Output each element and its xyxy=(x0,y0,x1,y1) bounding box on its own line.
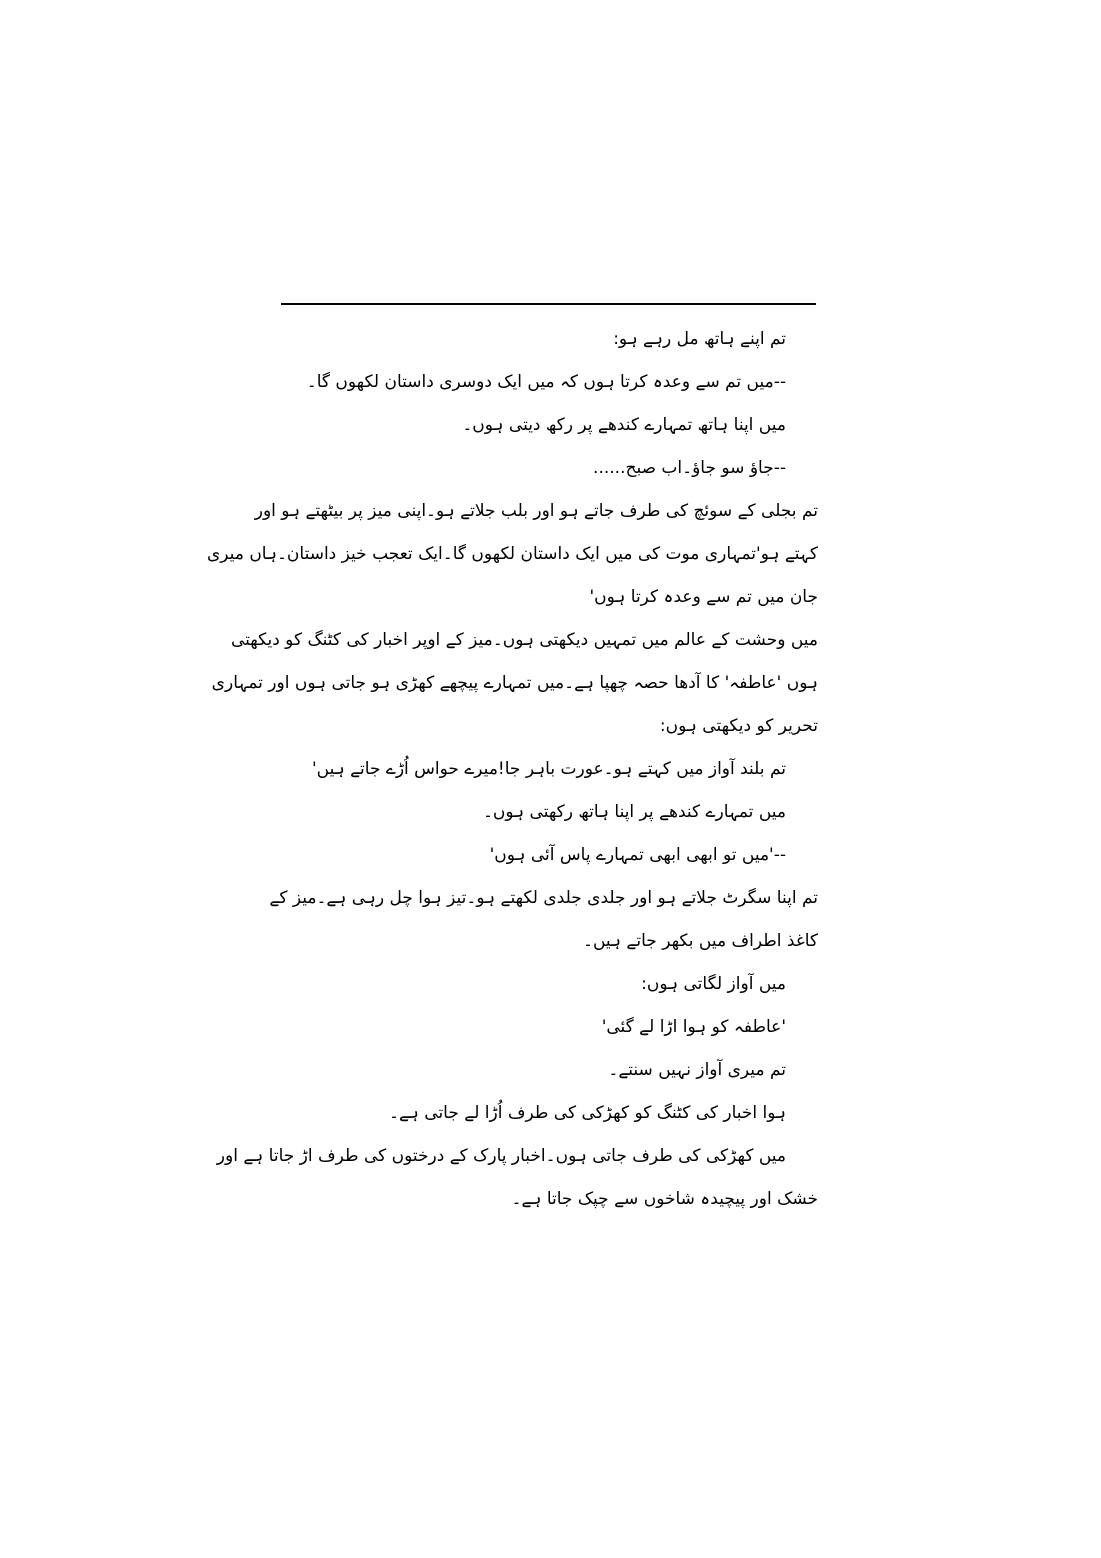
text-line: میں تمہارے کندھے پر اپنا ہاتھ رکھتی ہوں۔ xyxy=(482,802,786,822)
text-line: تم اپنا سگرٹ جلاتے ہو اور جلدی جلدی لکھتے ہو۔تیز ہوا چل رہی ہے۔میز کے xyxy=(269,888,818,908)
text-line: ہوا اخبار کی کٹنگ کو کھڑکی کی طرف اُڑا لے جاتی ہے۔ xyxy=(388,1103,786,1123)
text-line: تحریر کو دیکھتی ہوں: xyxy=(659,716,818,736)
text-line: ہوں 'عاطفہ' کا آدھا حصہ چھپا ہے۔میں تمہارے پیچھے کھڑی ہو جاتی ہوں اور تمہاری xyxy=(211,673,818,693)
text-line: کاغذ اطراف میں بکھر جاتے ہیں۔ xyxy=(583,931,818,951)
text-line: میں وحشت کے عالم میں تمہیں دیکھتی ہوں۔میز کے اوپر اخبار کی کٹنگ کو دیکھتی xyxy=(230,630,818,650)
text-line: جان میں تم سے وعدہ کرتا ہوں' xyxy=(589,587,818,607)
text-line: تم اپنے ہاتھ مل رہے ہو: xyxy=(613,329,786,349)
text-line: --'میں تو ابھی ابھی تمہارے پاس آئی ہوں' xyxy=(489,845,786,865)
text-line: تم بجلی کے سوئچ کی طرف جاتے ہو اور بلب جلاتے ہو۔اپنی میز پر بیٹھتے ہو اور xyxy=(254,501,818,521)
text-line: تم میری آواز نہیں سنتے۔ xyxy=(608,1060,786,1080)
text-line: تم بلند آواز میں کہتے ہو۔عورت باہر جا!میرے حواس اُڑے جاتے ہیں' xyxy=(311,759,786,779)
text-line: میں کھڑکی کی طرف جاتی ہوں۔اخبار پارک کے درختوں کی طرف اڑ جاتا ہے اور xyxy=(216,1146,786,1166)
text-line: --جاؤ سو جاؤ۔اب صبح...... xyxy=(593,458,786,478)
text-line: میں اپنا ہاتھ تمہارے کندھے پر رکھ دیتی ہوں۔ xyxy=(462,415,786,435)
header-rule xyxy=(281,303,816,305)
text-line: 'عاطفہ کو ہوا اڑا لے گئی' xyxy=(601,1017,786,1037)
text-line: خشک اور پیچیدہ شاخوں سے چپک جاتا ہے۔ xyxy=(511,1189,818,1209)
text-line: کہتے ہو'تمہاری موت کی میں ایک داستان لکھوں گا۔ایک تعجب خیز داستان۔ہاں میری xyxy=(207,544,818,564)
text-line: میں آواز لگاتی ہوں: xyxy=(641,974,786,994)
text-line: --میں تم سے وعدہ کرتا ہوں کہ میں ایک دوسری داستان لکھوں گا۔ xyxy=(306,372,786,392)
body-text xyxy=(207,318,818,1221)
